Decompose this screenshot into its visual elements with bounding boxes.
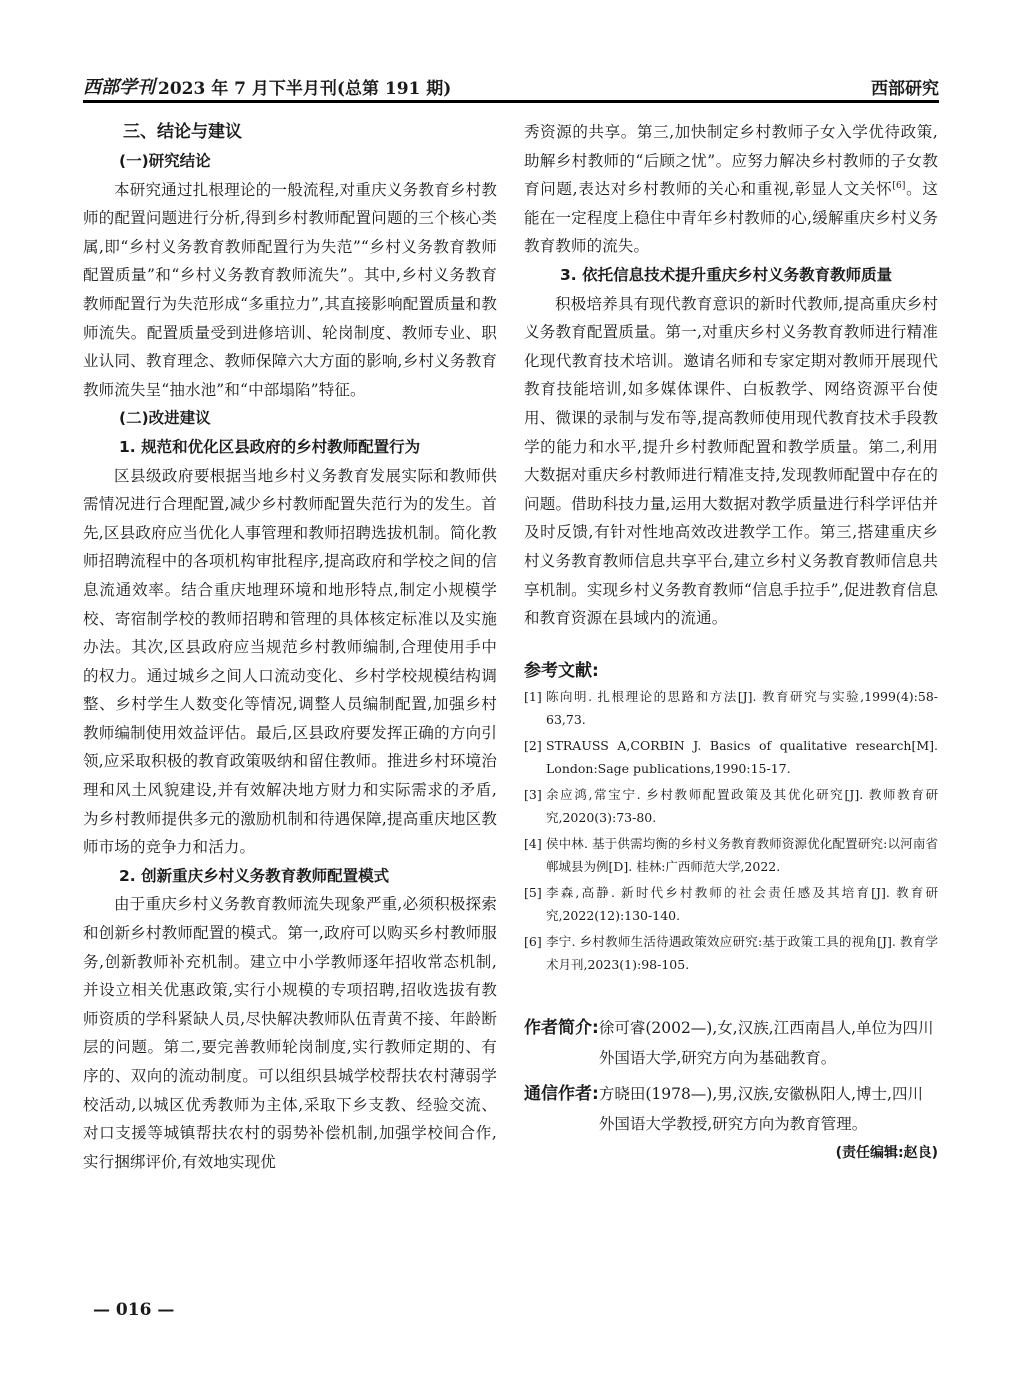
reference-text: 陈向明. 扎根理论的思路和方法[J]. 教育研究与实验,1999(4):58-63,73. xyxy=(546,688,938,727)
reference-item xyxy=(524,734,938,780)
subheading-findings: (一)研究结论 xyxy=(119,152,211,170)
reference-number: [4] xyxy=(524,835,542,851)
responsible-editor: (责任编辑:赵良) xyxy=(835,1144,938,1161)
references-title: 参考文献: xyxy=(524,660,599,681)
paragraph-findings: 本研究通过扎根理论的一般流程,对重庆义务教育乡村教师的配置问题进行分析,得到乡村教师配置问题的三个核心类属,即“乡村义务教育教师配置行为失范”“乡村义务教育教师配置质量”和“乡村义务教育教师流失”。其中,乡村义务教育教师配置行为失范形成“多重拉力”,其直接影响配置质量和教师流失。配置质量受到进修培训、轮岗制度、教师专业、职业认同、教育理念、教师保障六大方面的影响,乡村义务教育教师流失呈“抽水池”和“中部塌陷”特征。 xyxy=(83,180,497,399)
section-heading-conclusion: 三、结论与建议 xyxy=(123,122,242,142)
reference-number: [5] xyxy=(524,884,542,900)
paragraph-continued xyxy=(524,118,938,261)
reference-text: 侯中林. 基于供需均衡的乡村义务教育教师资源优化配置研究:以河南省郸城县为例[D]. 桂林:广西师范大学,2022. xyxy=(546,835,938,874)
reference-text: 李宁. 乡村教师生活待遇政策效应研究:基于政策工具的视角[J]. 教育学术月刊,2023(1):98-105. xyxy=(546,933,938,972)
citation-ref-6[interactable]: [6] xyxy=(892,181,906,192)
corresponding-author-label: 通信作者: xyxy=(524,1083,599,1104)
paragraph-continued-text: 秀资源的共享。第三,加快制定乡村教师子女入学优待政策,助解乡村教师的“后顾之忧”。应努力解决乡村教师的子女教育问题,表达对乡村教师的关心和重视,彰显人文关怀 xyxy=(524,123,938,199)
reference-item xyxy=(524,685,938,731)
section-name: 西部研究 xyxy=(871,79,939,99)
reference-text: 余应鸿,常宝宁. 乡村教师配置政策及其优化研究[J]. 教师教育研究,2020(3):73-80. xyxy=(546,786,938,825)
reference-text: 李森,高静. 新时代乡村教师的社会责任感及其培育[J]. 教育研究,2022(12):130-140. xyxy=(546,884,938,923)
header-rule xyxy=(83,100,939,103)
journal-logo: 西部学刊 xyxy=(83,77,155,98)
page-number: — 016 — xyxy=(93,1300,175,1320)
reference-number: [1] xyxy=(524,688,542,704)
reference-item xyxy=(524,881,938,927)
paragraph-continued-tail: 。这能在一定程度上稳住中青年乡村教师的心,缓解重庆乡村义务教育教师的流失。 xyxy=(524,180,938,256)
paragraph-suggestion-3: 积极培养具有现代教育意识的新时代教师,提高重庆乡村义务教育配置质量。第一,对重庆乡村义务教育教师进行精准化现代教育技术培训。邀请名师和专家定期对教师开展现代教育技能培训,如多媒体课件、白板教学、网络资源平台使用、微课的录制与发布等,提高教师使用现代教育技术手段教学的能力和水平,提升乡村教师配置和教学质量。第二,利用大数据对重庆乡村教师进行精准支持,发现教师配置中存在的问题。借助科技力量,运用大数据对教学质量进行科学评估并及时反馈,有针对性地高效改进教学工作。第三,搭建重庆乡村义务教育教师信息共享平台,建立乡村义务教育教师信息共享机制。实现乡村义务教育教师“信息手拉手”,促进教育信息和教育资源在县域内的流通。 xyxy=(524,294,938,628)
reference-number: [6] xyxy=(524,933,542,949)
paragraph-suggestion-2: 由于重庆乡村义务教育教师流失现象严重,必须积极探索和创新乡村教师配置的模式。第一,政府可以购买乡村教师服务,创新教师补充机制。建立中小学教师逐年招收常态机制,并设立相关优惠政策,实行小规模的专项招聘,招收选拔有教师资质的学科紧缺人员,尽快解决教师队伍青黄不接、年龄断层的问题。第二,要完善教师轮岗制度,实行教师定期的、有序的、双向的流动制度。可以组织县城学校帮扶农村薄弱学校活动,以城区优秀教师为主体,采取下乡支教、经验交流、对口支援等城镇帮扶农村的弱势补偿机制,加强学校间合作,实行捆绑评价,有效地实现优 xyxy=(83,895,497,1171)
reference-item xyxy=(524,930,938,976)
suggestion-2-heading: 2. 创新重庆乡村义务教育教师配置模式 xyxy=(119,866,390,885)
suggestion-1-heading: 1. 规范和优化区县政府的乡村教师配置行为 xyxy=(119,437,421,456)
suggestion-3-heading: 3. 依托信息技术提升重庆乡村义务教育教师质量 xyxy=(560,265,893,284)
reference-item xyxy=(524,783,938,829)
corresponding-author-text: 方晓田(1978—),男,汉族,安徽枞阳人,博士,四川外国语大学教授,研究方向为教育管理。 xyxy=(598,1084,923,1133)
author-text: 徐可睿(2002—),女,汉族,江西南昌人,单位为四川外国语大学,研究方向为基础教育。 xyxy=(598,1018,934,1067)
left-column xyxy=(83,118,497,1176)
reference-list xyxy=(524,685,938,976)
author-info xyxy=(524,1013,938,1073)
author-label: 作者简介: xyxy=(524,1017,599,1038)
reference-item xyxy=(524,832,938,878)
subheading-suggestions: (二)改进建议 xyxy=(119,409,211,428)
corresponding-author-info xyxy=(524,1079,938,1139)
reference-text: STRAUSS A,CORBIN J. Basics of qualitative research[M]. London:Sage publications,1990:15-17. xyxy=(546,737,938,776)
reference-number: [2] xyxy=(524,737,542,753)
issue-info: 2023 年 7 月下半月刊(总第 191 期) xyxy=(158,79,452,99)
reference-number: [3] xyxy=(524,786,542,802)
right-column xyxy=(524,118,938,1167)
paragraph-suggestion-1: 区县级政府要根据当地乡村义务教育发展实际和教师供需情况进行合理配置,减少乡村教师配置失范行为的发生。首先,区县政府应当优化人事管理和教师招聘选拔机制。简化教师招聘流程中的各项机构审批程序,提高政府和学校之间的信息流通效率。结合重庆地理环境和地形特点,制定小规模学校、寄宿制学校的教师招聘和管理的具体核定标准以及实施办法。其次,区县政府应当规范乡村教师编制,合理使用手中的权力。通过城乡之间人口流动变化、乡村学校规模结构调整、乡村学生人数变化等情况,调整人员编制配置,加强乡村教师编制使用效益评估。最后,区县政府要发挥正确的方向引领,应采取积极的教育政策吸纳和留住教师。推进乡村环境治理和风土风貌建设,并有效解决地方财力和实际需求的矛盾,为乡村教师提供多元的激励机制和待遇保障,提高重庆地区教师市场的竞争力和活力。 xyxy=(83,466,497,857)
